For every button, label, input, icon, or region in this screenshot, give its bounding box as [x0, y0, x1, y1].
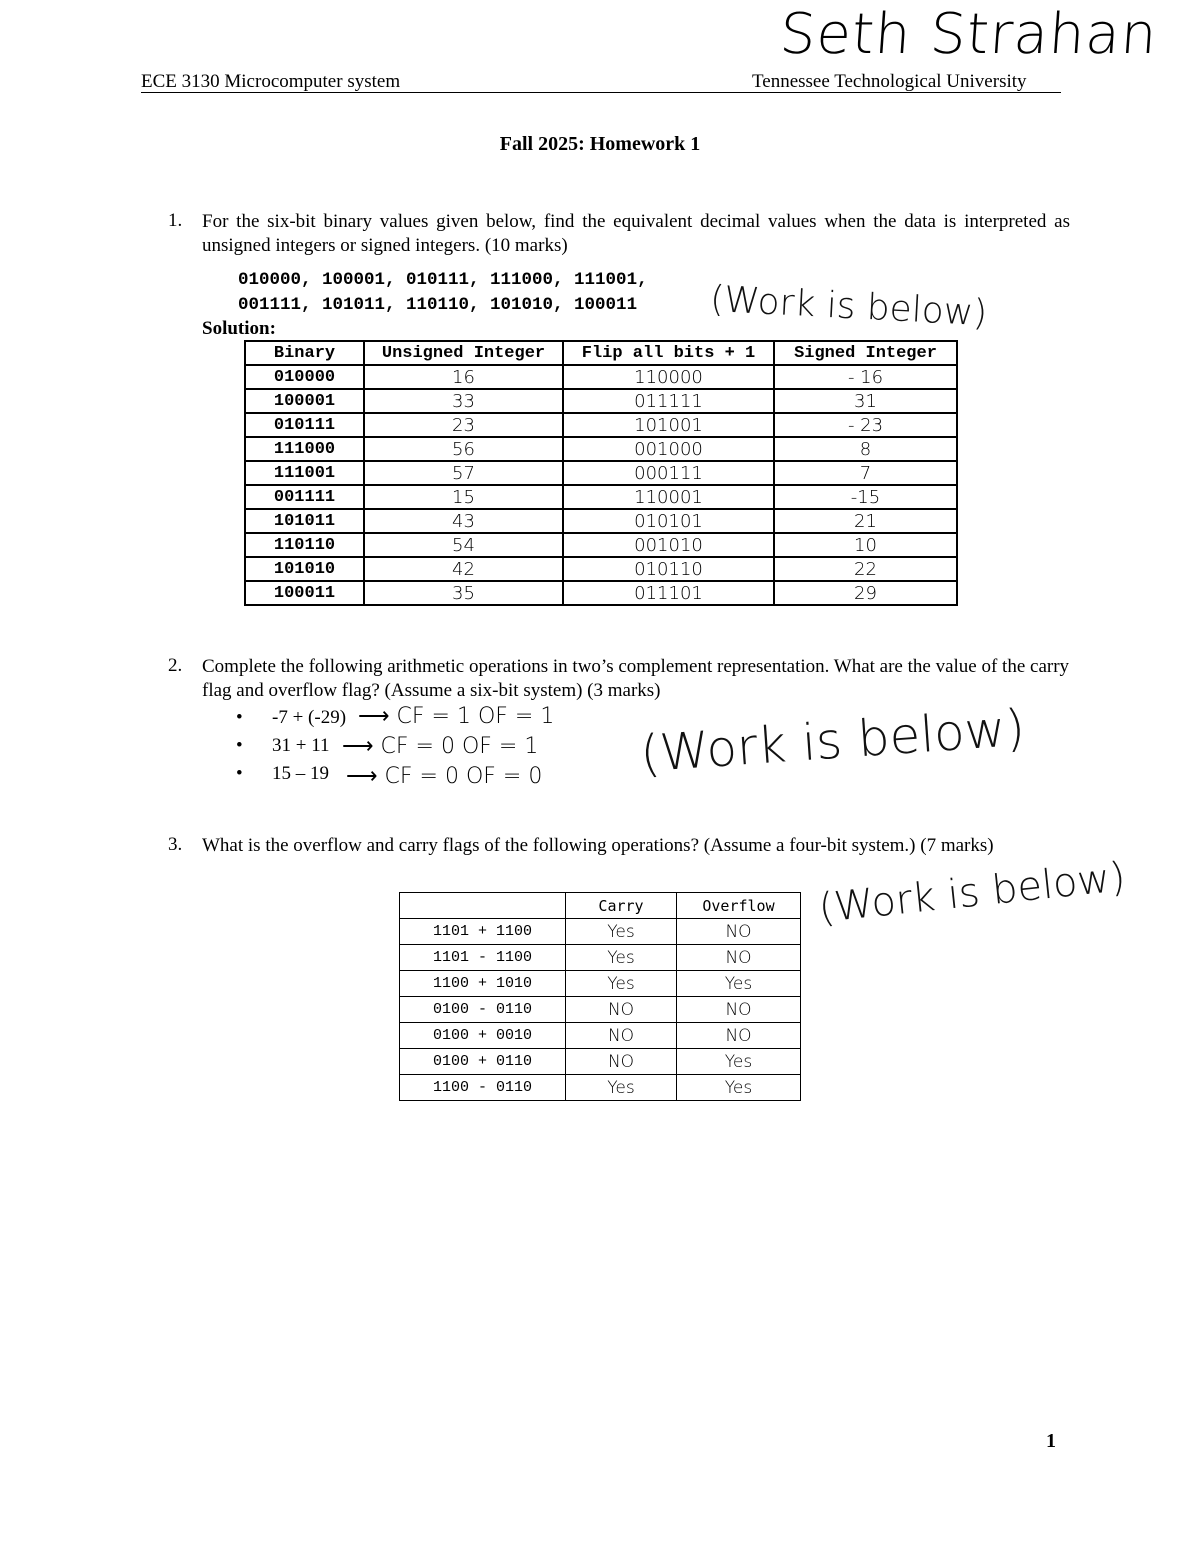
- operation-cell: 1100 + 1010: [400, 971, 566, 997]
- table-row: [245, 557, 957, 581]
- q1-number: 1.: [168, 210, 183, 231]
- signed-cell: - 16: [774, 365, 957, 389]
- q3-text: What is the overflow and carry flags of the following operations? (Assume a four-bit system.) (7 marks): [202, 835, 994, 856]
- signed-cell: 22: [774, 557, 957, 581]
- university-name: Tennessee Technological University: [752, 71, 1027, 92]
- q2-op-2: 31 + 11: [272, 735, 330, 756]
- signed-cell: 21: [774, 509, 957, 533]
- q1-values-line2: 001111, 101011, 110110, 101010, 100011: [238, 295, 638, 315]
- student-signature: Seth Strahan: [777, 2, 1160, 67]
- header-unsigned: Unsigned Integer: [364, 341, 563, 365]
- q2-text: Complete the following arithmetic operations in two’s complement representation. What are the value of the carry flag and overflow flag? (Assume a six-bit system) (3 marks): [202, 656, 1070, 701]
- flip-cell: 001000: [563, 437, 774, 461]
- signed-cell: 10: [774, 533, 957, 557]
- page-title: Fall 2025: Homework 1: [499, 133, 701, 155]
- q1-work-note: (Work is below): [709, 278, 989, 335]
- flip-cell: 010110: [563, 557, 774, 581]
- binary-cell: 100001: [245, 389, 364, 413]
- operation-cell: 0100 + 0110: [400, 1049, 566, 1075]
- operation-cell: 0100 - 0110: [400, 997, 566, 1023]
- flip-cell: 011111: [563, 389, 774, 413]
- signed-cell: 8: [774, 437, 957, 461]
- flip-cell: 011101: [563, 581, 774, 605]
- carry-cell: NO: [566, 1023, 677, 1049]
- unsigned-cell: 42: [364, 557, 563, 581]
- table-row: [400, 1075, 801, 1101]
- carry-cell: Yes: [566, 971, 677, 997]
- bullet-dot: •: [236, 707, 243, 728]
- q3-work-note: (Work is below): [816, 854, 1128, 932]
- bullet-dot: •: [236, 735, 243, 756]
- table-row: [245, 365, 957, 389]
- header-flip: Flip all bits + 1: [563, 341, 774, 365]
- binary-cell: 100011: [245, 581, 364, 605]
- unsigned-cell: 33: [364, 389, 563, 413]
- table-row: [400, 945, 801, 971]
- q1-values-line1: 010000, 100001, 010111, 111000, 111001,: [238, 270, 648, 290]
- binary-cell: 101011: [245, 509, 364, 533]
- unsigned-cell: 15: [364, 485, 563, 509]
- binary-cell: 101010: [245, 557, 364, 581]
- q1-table: [244, 340, 958, 606]
- binary-cell: 010111: [245, 413, 364, 437]
- q2-answer-3: ⟶ CF = 0 OF = 0: [346, 764, 543, 789]
- unsigned-cell: 56: [364, 437, 563, 461]
- course-name: ECE 3130 Microcomputer system: [141, 71, 401, 92]
- q1-solution-label: Solution:: [202, 318, 276, 339]
- q2-op-1: -7 + (-29): [272, 707, 347, 728]
- signed-cell: 29: [774, 581, 957, 605]
- operation-cell: 0100 + 0010: [400, 1023, 566, 1049]
- flip-cell: 010101: [563, 509, 774, 533]
- q3-table-header-row: [400, 893, 801, 919]
- q1-table-header-row: [245, 341, 957, 365]
- signed-cell: 7: [774, 461, 957, 485]
- q3-table: [399, 892, 801, 1101]
- overflow-cell: NO: [677, 1023, 801, 1049]
- flip-cell: 101001: [563, 413, 774, 437]
- q2-work-note: (Work is below): [638, 698, 1027, 784]
- signed-cell: -15: [774, 485, 957, 509]
- q2-op-3: 15 – 19: [272, 763, 329, 784]
- table-row: [245, 437, 957, 461]
- unsigned-cell: 16: [364, 365, 563, 389]
- carry-cell: NO: [566, 1049, 677, 1075]
- binary-cell: 010000: [245, 365, 364, 389]
- q1-text: For the six-bit binary values given below, find the equivalent decimal values when the data is interpreted as unsigned integers or signed integers. (10 marks): [202, 211, 1070, 256]
- table-row: [400, 1049, 801, 1075]
- q2-number: 2.: [168, 655, 183, 676]
- table-row: [400, 997, 801, 1023]
- header-rule: [141, 92, 1061, 93]
- binary-cell: 110110: [245, 533, 364, 557]
- table-row: [245, 509, 957, 533]
- carry-cell: Yes: [566, 1075, 677, 1101]
- unsigned-cell: 54: [364, 533, 563, 557]
- flip-cell: 000111: [563, 461, 774, 485]
- overflow-cell: NO: [677, 919, 801, 945]
- unsigned-cell: 23: [364, 413, 563, 437]
- operation-cell: 1101 + 1100: [400, 919, 566, 945]
- unsigned-cell: 57: [364, 461, 563, 485]
- overflow-cell: Yes: [677, 971, 801, 997]
- unsigned-cell: 43: [364, 509, 563, 533]
- operation-cell: 1100 - 0110: [400, 1075, 566, 1101]
- table-row: [400, 971, 801, 997]
- signed-cell: 31: [774, 389, 957, 413]
- overflow-cell: Yes: [677, 1049, 801, 1075]
- table-row: [245, 461, 957, 485]
- q2-answer-2: ⟶ CF = 0 OF = 1: [342, 734, 539, 759]
- carry-cell: Yes: [566, 919, 677, 945]
- table-row: [400, 919, 801, 945]
- header-operation: [400, 893, 566, 919]
- overflow-cell: NO: [677, 945, 801, 971]
- binary-cell: 001111: [245, 485, 364, 509]
- flip-cell: 001010: [563, 533, 774, 557]
- table-row: [245, 413, 957, 437]
- table-row: [245, 485, 957, 509]
- flip-cell: 110000: [563, 365, 774, 389]
- q1-values: [238, 268, 648, 318]
- unsigned-cell: 35: [364, 581, 563, 605]
- binary-cell: 111001: [245, 461, 364, 485]
- table-row: [245, 581, 957, 605]
- table-row: [400, 1023, 801, 1049]
- table-row: [245, 389, 957, 413]
- flip-cell: 110001: [563, 485, 774, 509]
- overflow-cell: NO: [677, 997, 801, 1023]
- header-overflow: Overflow: [677, 893, 801, 919]
- carry-cell: Yes: [566, 945, 677, 971]
- binary-cell: 111000: [245, 437, 364, 461]
- overflow-cell: Yes: [677, 1075, 801, 1101]
- header-carry: Carry: [566, 893, 677, 919]
- signed-cell: - 23: [774, 413, 957, 437]
- page-number: 1: [1046, 1430, 1056, 1452]
- header-binary: Binary: [245, 341, 364, 365]
- header-signed: Signed Integer: [774, 341, 957, 365]
- q2-answer-1: ⟶ CF = 1 OF = 1: [358, 704, 555, 729]
- bullet-dot: •: [236, 763, 243, 784]
- carry-cell: NO: [566, 997, 677, 1023]
- q3-number: 3.: [168, 834, 183, 855]
- table-row: [245, 533, 957, 557]
- operation-cell: 1101 - 1100: [400, 945, 566, 971]
